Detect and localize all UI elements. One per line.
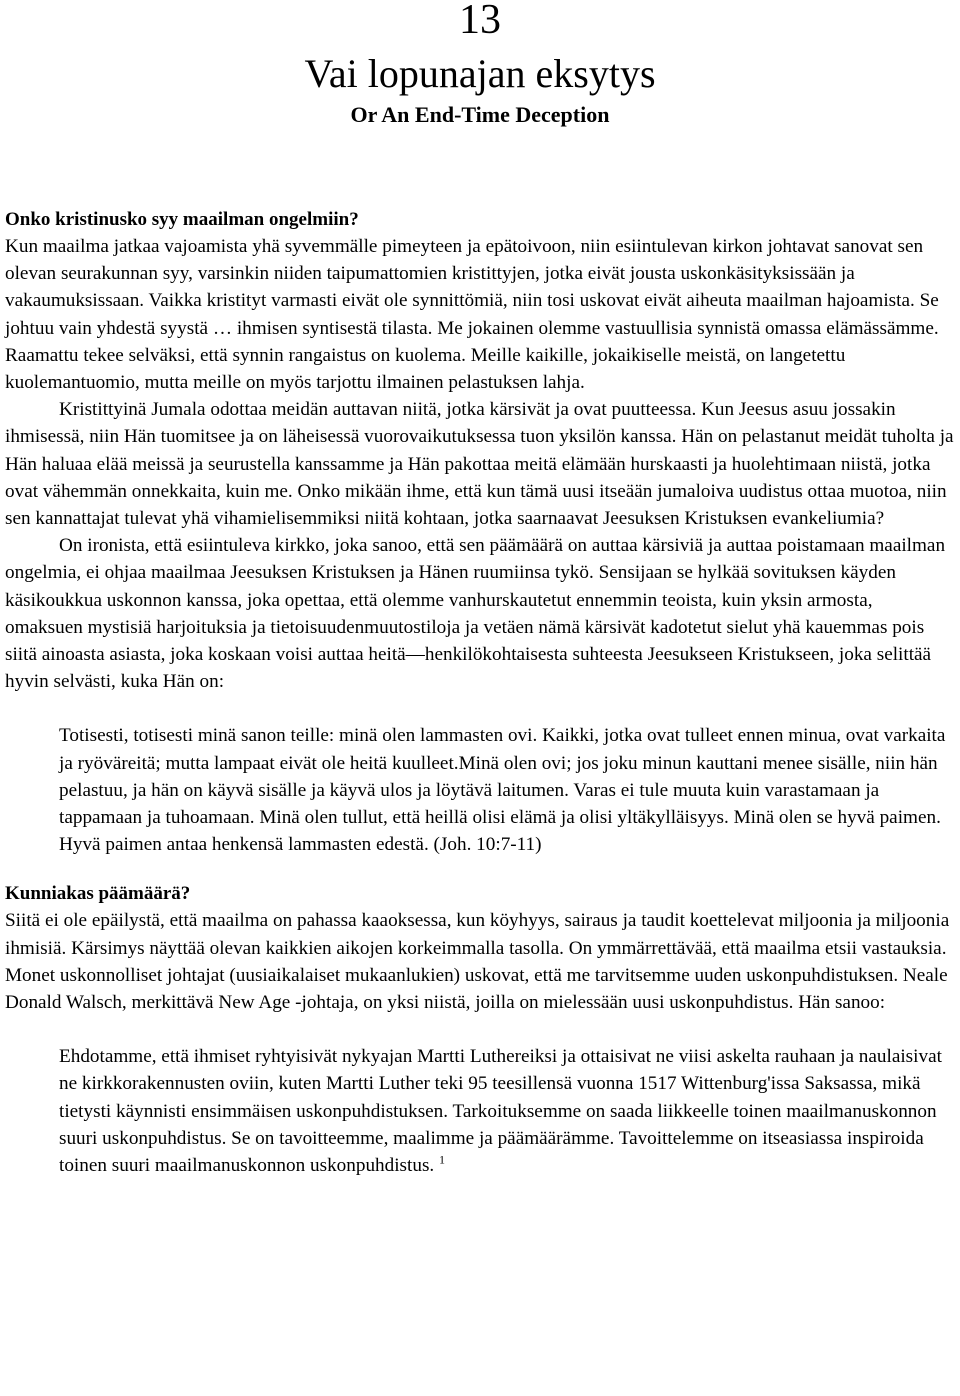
block-quote: Totisesti, totisesti minä sanon teille: minä olen lammasten ovi. Kaikki, jotka ovat tulleet ennen minua, ovat varkaita ja ryöväreitä; mutta lampaat eivät ole heitä kuulleet.Minä olen ovi; jos joku minun kauttani menee sisälle, niin hän pelastuu, ja hän on käyvä sisälle ja käyvä ulos ja löytävä laitumen. Varas ei tule muuta kuin varastamaan ja tappamaan ja tuhoamaan. Minä olen tullut, että heillä olisi elämä ja olisi yltäkylläisyys. Minä olen se hyvä paimen. Hyvä paimen antaa henkensä lammasten edestä. (Joh. 10:7-11) <box>59 725 946 856</box>
document-page <box>5 0 955 1179</box>
chapter-header <box>5 0 955 128</box>
section-heading: Kunniakas päämäärä? <box>5 883 191 905</box>
chapter-number: 13 <box>459 0 501 43</box>
section-glorious-goal <box>5 880 955 1179</box>
paragraph: Kun maailma jatkaa vajoamista yhä syvemmälle pimeyteen ja epätoivoon, niin esiintulevan kirkon johtavat sanovat sen olevan seurakunnan syy, varsinkin niiden taipumattomien kristittyjen, jotka eivät jousta uskonkäsityksissään ja vakaumuksissaan. Vaikka kristityt varmasti eivät ole synnittömiä, niin tosi uskovat eivät aiheuta maailman hajoamista. Se johtuu vain yhdestä syystä … ihmisen syntisestä tilasta. Me jokainen olemme vastuullisia synnistä omassa elämässämme. Raamattu tekee selväksi, että synnin rangaistus on kuolema. Meille kaikille, jokaikiselle meistä, on langetettu kuolemantuomio, mutta meille on myös tarjottu ilmainen pelastuksen lahja. <box>5 236 939 394</box>
chapter-subtitle: Or An End-Time Deception <box>350 102 610 127</box>
block-quote <box>59 1043 955 1179</box>
chapter-title: Vai lopunajan eksytys <box>304 51 656 96</box>
paragraph: Kristittyinä Jumala odottaa meidän auttavan niitä, jotka kärsivät ja ovat puutteessa. Kun Jeesus asuu jossakin ihmisessä, niin Hän tuomitsee ja on läheisessä vuorovaikutuksessa tuon yksilön kanssa. Hän on pelastanut meidät tuholta ja Hän haluaa elää meissä ja seurustella kanssamme ja Hän pakottaa meitä elämään hurskaasti ja huolehtimaan niistä, jotka ovat vähemmän onnekkaita, kuin me. Onko mikään ihme, että kun tämä uusi itseään jumaloiva uudistus ottaa muotoa, niin sen kannattajat tulevat yhä vihamielisemmiksi niitä kohtaan, jotka saarnaavat Jeesuksen Kristuksen evankeliumia? <box>5 399 954 530</box>
footnote-reference[interactable]: 1 <box>439 1152 446 1167</box>
paragraph: On ironista, että esiintuleva kirkko, joka sanoo, että sen päämäärä on auttaa kärsiviä ja auttaa poistamaan maailman ongelmia, ei ohjaa maailmaa Jeesuksen Kristuksen ja Hänen ruumiinsa tykö. Sensijaan se hylkää sovituksen käyden käsikoukkua uskonnon kanssa, joka opettaa, että olemme vanhurskautetut ennemmin teoista, kuin yksin armosta, omaksuen mystisiä harjoituksia ja tietoisuudenmuutostiloja ja vetäen nämä kärsivät kadotetut sielut yhä kauemmas pois siitä ainoasta asiasta, joka koskaan voisi auttaa heitä—henkilökohtaisesta suhteesta Jeesukseen Kristukseen, joka selittää hyvin selvästi, kuka Hän on: <box>5 535 946 693</box>
quote-text: Ehdotamme, että ihmiset ryhtyisivät nykyajan Martti Luthereiksi ja ottaisivat ne viisi askelta rauhaan ja naulaisivat ne kirkkorakennusten oviin, kuten Martti Luther teki 95 teesillensä vuonna 1517 Wittenburg'issa Saksassa, mikä tietysti käynnisti ensimmäisen uskonpuhdistuksen. Tarkoituksemme on saada liikkeelle toinen maailmanuskonnon suuri uskonpuhdistus. Se on tavoitteemme, maalimme ja päämäärämme. Tavoittelemme on itseasiassa inspiroida toinen suuri maailmanuskonnon uskonpuhdistus. <box>59 1046 942 1177</box>
paragraph: Siitä ei ole epäilystä, että maailma on pahassa kaaoksessa, kun köyhyys, sairaus ja taudit koettelevat miljoonia ja miljoonia ihmisiä. Kärsimys näyttää olevan kaikkien aikojen korkeimmalla tasolla. On ymmärrettävää, että maailma etsii vastauksia. Monet uskonnolliset johtajat (uusiaikalaiset mukaanlukien) uskovat, että me tarvitsemme uuden uskonpuhdistuksen. Neale Donald Walsch, merkittävä New Age -johtaja, on yksi niistä, joilla on mielessään uusi uskonpuhdistus. Hän sanoo: <box>5 910 950 1014</box>
section-christianity-cause <box>5 206 955 858</box>
section-heading: Onko kristinusko syy maailman ongelmiin? <box>5 209 359 230</box>
